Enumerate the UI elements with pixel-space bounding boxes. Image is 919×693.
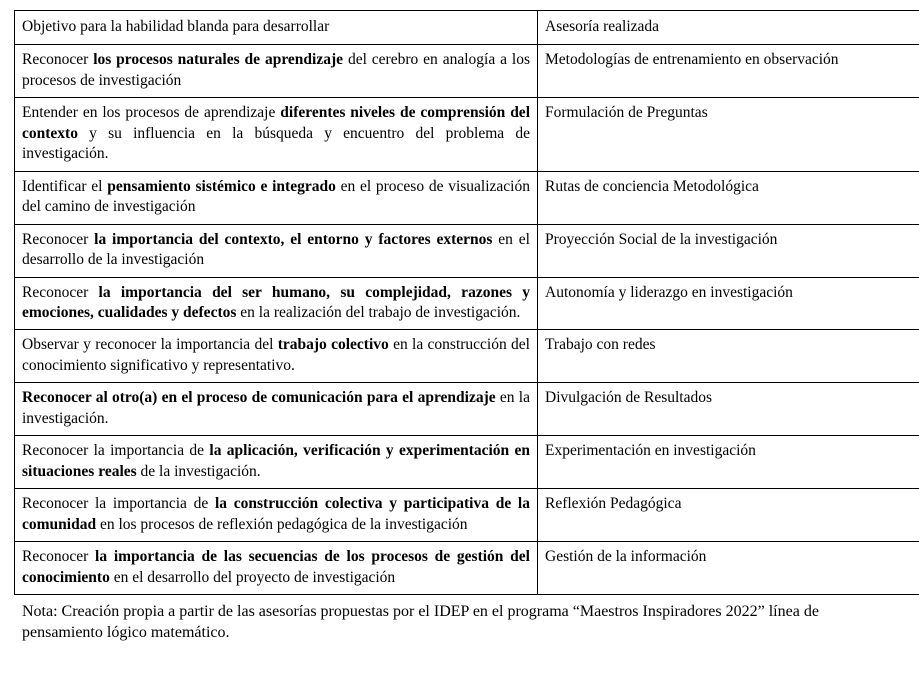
table-row: [15, 436, 919, 489]
table-row: [15, 98, 919, 171]
cell-advisory: Experimentación en investigación: [538, 436, 919, 489]
objective-text: Reconocer los procesos naturales de aprendizaje del cerebro en analogía a los procesos de investigación: [22, 51, 530, 89]
table-row: [15, 277, 919, 330]
cell-objective: [15, 98, 538, 171]
objective-text: Reconocer la importancia de las secuencias de los procesos de gestión del conocimiento en el desarrollo del proyecto de investigación: [22, 548, 530, 586]
cell-advisory: Autonomía y liderazgo en investigación: [538, 277, 919, 330]
cell-advisory: Rutas de conciencia Metodológica: [538, 171, 919, 224]
table-note: Nota: Creación propia a partir de las asesorías propuestas por el IDEP en el programa “Maestros Inspiradores 2022” línea de pensamiento lógico matemático.: [22, 602, 819, 641]
cell-advisory: Metodologías de entrenamiento en observación: [538, 45, 919, 98]
cell-objective: [15, 45, 538, 98]
cell-advisory: Trabajo con redes: [538, 330, 919, 383]
cell-objective: [15, 330, 538, 383]
objective-text: Identificar el pensamiento sistémico e integrado en el proceso de visualización del camino de investigación: [22, 177, 530, 216]
table-row: [15, 489, 919, 542]
objective-text: Reconocer la importancia del contexto, el entorno y factores externos en el desarrollo de la investigación: [22, 230, 530, 269]
table-row: [15, 171, 919, 224]
cell-objective: [15, 436, 538, 489]
objective-text: Reconocer la importancia de la construcción colectiva y participativa de la comunidad en los procesos de reflexión pedagógica de la investigación: [22, 495, 530, 533]
objective-text: Observar y reconocer la importancia del trabajo colectivo en la construcción del conocimiento significativo y representativo.: [22, 336, 530, 374]
cell-objective: [15, 542, 538, 595]
column-header-objective: Objetivo para la habilidad blanda para desarrollar: [15, 11, 538, 45]
cell-advisory: Gestión de la información: [538, 542, 919, 595]
table-row: [15, 224, 919, 277]
cell-objective: [15, 224, 538, 277]
objective-text: Reconocer al otro(a) en el proceso de comunicación para el aprendizaje en la investigación.: [22, 389, 530, 427]
objective-text: Reconocer la importancia de la aplicación, verificación y experimentación en situaciones reales de la investigación.: [22, 442, 530, 480]
cell-advisory: Formulación de Preguntas: [538, 98, 919, 171]
soft-skills-table: [14, 10, 919, 595]
table-row: [15, 330, 919, 383]
cell-advisory: Proyección Social de la investigación: [538, 224, 919, 277]
objective-text: Reconocer la importancia del ser humano, su complejidad, razones y emociones, cualidades y defectos en la realización del trabajo de investigación.: [22, 283, 530, 321]
cell-objective: [15, 383, 538, 436]
cell-objective: [15, 489, 538, 542]
objective-text: Entender en los procesos de aprendizaje diferentes niveles de comprensión del contexto y su influencia en la búsqueda y encuentro del problema de investigación.: [22, 104, 530, 163]
table-row: [15, 383, 919, 436]
cell-advisory: Divulgación de Resultados: [538, 383, 919, 436]
column-header-advisory: Asesoría realizada: [538, 11, 919, 45]
cell-objective: [15, 277, 538, 330]
table-header-row: [15, 11, 919, 45]
table-body: [15, 11, 919, 595]
table-row: [15, 542, 919, 595]
cell-advisory: Reflexión Pedagógica: [538, 489, 919, 542]
table-row: [15, 45, 919, 98]
cell-objective: [15, 171, 538, 224]
